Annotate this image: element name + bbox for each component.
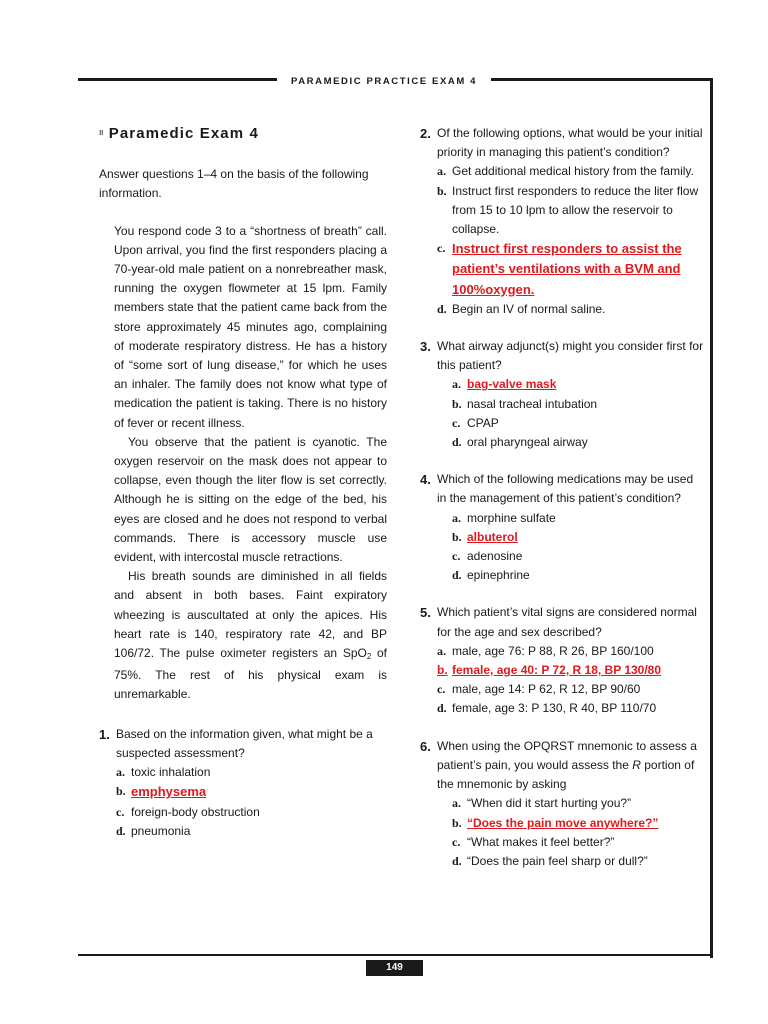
- option-letter: d.: [437, 701, 447, 716]
- option-d[interactable]: [437, 300, 705, 319]
- question-text-r: R: [632, 757, 641, 772]
- question-text: Which of the following medications may be used in the management of this patient’s condition?: [437, 472, 694, 506]
- option-a-correct[interactable]: [452, 375, 705, 394]
- option-c-correct[interactable]: [437, 239, 705, 300]
- option-c[interactable]: [437, 680, 705, 699]
- option-d[interactable]: [452, 566, 705, 585]
- option-text: nasal tracheal intubation: [467, 396, 598, 411]
- option-b-correct[interactable]: [452, 528, 705, 547]
- question-number: 4.: [420, 472, 431, 488]
- question-4: [420, 470, 705, 585]
- option-text: “Does the pain feel sharp or dull?”: [467, 853, 648, 868]
- question-text: Which patient’s vital signs are considered normal for the age and sex described?: [437, 605, 697, 639]
- option-letter: d.: [452, 435, 462, 450]
- question-3: [420, 337, 705, 452]
- answer-options: [452, 509, 705, 586]
- passage-p3-part-a: His breath sounds are diminished in all fields and absent in both bases. Faint expiratory wheezing is auscultated at only the apices. His heart rate is 140, respiratory rate 42, and BP 106/72. The pulse oximeter registers an SpO: [114, 569, 387, 661]
- question-text: Of the following options, what would be your initial priority in managing this patient’s condition?: [437, 126, 703, 160]
- correct-answer-text: bag-valve mask: [467, 377, 557, 392]
- question-2: [420, 124, 705, 319]
- option-letter: c.: [116, 804, 125, 819]
- option-a[interactable]: [116, 763, 387, 782]
- option-c[interactable]: [452, 414, 705, 433]
- option-text: pneumonia: [131, 823, 191, 838]
- option-b-correct[interactable]: [437, 661, 705, 680]
- question-number: 1.: [99, 726, 110, 742]
- option-text: “What makes it feel better?”: [467, 834, 615, 849]
- option-letter: c.: [452, 415, 461, 430]
- correct-answer-text: “Does the pain move anywhere?”: [467, 815, 659, 830]
- right-column: [420, 124, 705, 885]
- question-number: 3.: [420, 339, 431, 355]
- option-letter: c.: [452, 549, 461, 564]
- option-text: epinephrine: [467, 568, 530, 583]
- running-header: [0, 71, 768, 89]
- answer-options: [452, 375, 705, 452]
- scenario-passage: [99, 222, 387, 705]
- option-letter: b.: [452, 815, 462, 830]
- correct-answer-text: Instruct first responders to assist the patient’s ventilations with a BVM and 100%oxygen.: [452, 241, 682, 297]
- answer-options: [437, 162, 705, 319]
- option-letter: d.: [452, 568, 462, 583]
- option-b[interactable]: [452, 395, 705, 414]
- right-rule: [710, 78, 713, 958]
- section-title: Paramedic Exam 4: [108, 125, 259, 142]
- question-5: [420, 603, 705, 718]
- option-c[interactable]: [116, 803, 387, 822]
- option-letter: b.: [452, 529, 462, 544]
- question-1: [99, 725, 387, 841]
- option-letter: a.: [116, 765, 125, 780]
- option-text: “When did it start hurting you?”: [467, 796, 632, 811]
- left-column: [99, 124, 387, 855]
- option-a[interactable]: [437, 162, 705, 181]
- option-letter: c.: [437, 241, 446, 256]
- option-letter: b.: [452, 396, 462, 411]
- question-number: 2.: [420, 126, 431, 141]
- option-d[interactable]: [452, 433, 705, 452]
- option-c[interactable]: [452, 547, 705, 566]
- option-letter: c.: [437, 682, 446, 697]
- header-title: PARAMEDIC PRACTICE EXAM 4: [277, 76, 491, 87]
- option-letter: a.: [452, 796, 461, 811]
- option-a[interactable]: [452, 794, 705, 813]
- option-letter: c.: [452, 834, 461, 849]
- option-d[interactable]: [437, 699, 705, 718]
- option-b-correct[interactable]: [452, 814, 705, 833]
- option-text: Get additional medical history from the family.: [452, 164, 694, 179]
- option-letter: b.: [437, 183, 447, 198]
- option-b-correct[interactable]: [116, 782, 387, 802]
- option-letter: b.: [437, 663, 448, 678]
- passage-paragraph-2: You observe that the patient is cyanotic. The oxygen reservoir on the mask does not appear to collapse, even though the liter flow is set correctly. Although he is sitting on the edge of the bed, his eyes are closed and he does not respond to verbal commands. There is accessory muscle use evident, with intercostal muscle retractions.: [114, 434, 387, 565]
- option-d[interactable]: [116, 822, 387, 841]
- passage-paragraph-1: You respond code 3 to a “shortness of breath” call. Upon arrival, you find the first responders placing a 70-year-old male patient on a nonrebreather mask, running the oxygen flowmeter at 15 lpm. Family members state that the patient came back from the store approximately 45 minutes ago, complaining of moderate respiratory distress. He has a history of “some sort of lung disease,” for which he uses an inhaler. The family does not know what type of medication the patient is taking. There is no history of fever or recent illness.: [114, 223, 387, 430]
- section-mark-icon: Ⅱ: [99, 130, 105, 137]
- correct-answer-text: female, age 40: P 72, R 18, BP 130/80: [452, 663, 662, 678]
- option-text: Begin an IV of normal saline.: [452, 301, 606, 316]
- option-text: female, age 3: P 130, R 40, BP 110/70: [452, 701, 657, 716]
- answer-options: [437, 642, 705, 719]
- option-text: oral pharyngeal airway: [467, 435, 588, 450]
- option-letter: d.: [437, 301, 447, 316]
- option-letter: a.: [452, 377, 461, 392]
- option-letter: d.: [452, 853, 462, 868]
- question-6: [420, 737, 705, 871]
- option-b[interactable]: [437, 182, 705, 240]
- question-text: What airway adjunct(s) might you consider first for this patient?: [437, 339, 704, 373]
- question-text-part-b: portion of the mnemonic by asking: [437, 757, 695, 792]
- option-letter: a.: [437, 164, 446, 179]
- question-text-part-a: When using the OPQRST mnemonic to assess a patient’s pain, you would assess the: [437, 738, 697, 772]
- option-text: male, age 14: P 62, R 12, BP 90/60: [452, 682, 641, 697]
- option-text: male, age 76: P 88, R 26, BP 160/100: [452, 643, 654, 658]
- option-d[interactable]: [452, 852, 705, 871]
- option-a[interactable]: [437, 642, 705, 661]
- correct-answer-text: albuterol: [467, 529, 518, 544]
- option-text: morphine sulfate: [467, 510, 556, 525]
- passage-paragraph-3: [114, 567, 387, 704]
- option-letter: a.: [437, 643, 446, 658]
- question-number: 6.: [420, 738, 431, 754]
- spo2-subscript: 2: [366, 652, 372, 662]
- bottom-rule: [78, 954, 712, 956]
- question-number: 5.: [420, 605, 431, 621]
- page-number: 149: [366, 960, 423, 976]
- option-text: Instruct first responders to reduce the liter flow from 15 to 10 lpm to allow the reservoir to collapse.: [452, 183, 699, 237]
- option-a[interactable]: [452, 509, 705, 528]
- option-text: foreign-body obstruction: [131, 804, 260, 819]
- option-text: adenosine: [467, 549, 523, 564]
- passage-p3-part-b: of 75%. The rest of his physical exam is unremarkable.: [114, 646, 387, 702]
- option-c[interactable]: [452, 833, 705, 852]
- option-letter: b.: [116, 784, 126, 799]
- option-letter: a.: [452, 510, 461, 525]
- question-text: [437, 737, 705, 795]
- question-text: Based on the information given, what might be a suspected assessment?: [116, 726, 373, 760]
- intro-text: Answer questions 1–4 on the basis of the following information.: [99, 167, 369, 201]
- option-text: CPAP: [467, 415, 499, 430]
- section-heading: [99, 124, 387, 143]
- answer-options: [116, 763, 387, 841]
- correct-answer-text: emphysema: [131, 784, 207, 800]
- option-letter: d.: [116, 823, 126, 838]
- option-text: toxic inhalation: [131, 765, 211, 780]
- answer-options: [452, 794, 705, 871]
